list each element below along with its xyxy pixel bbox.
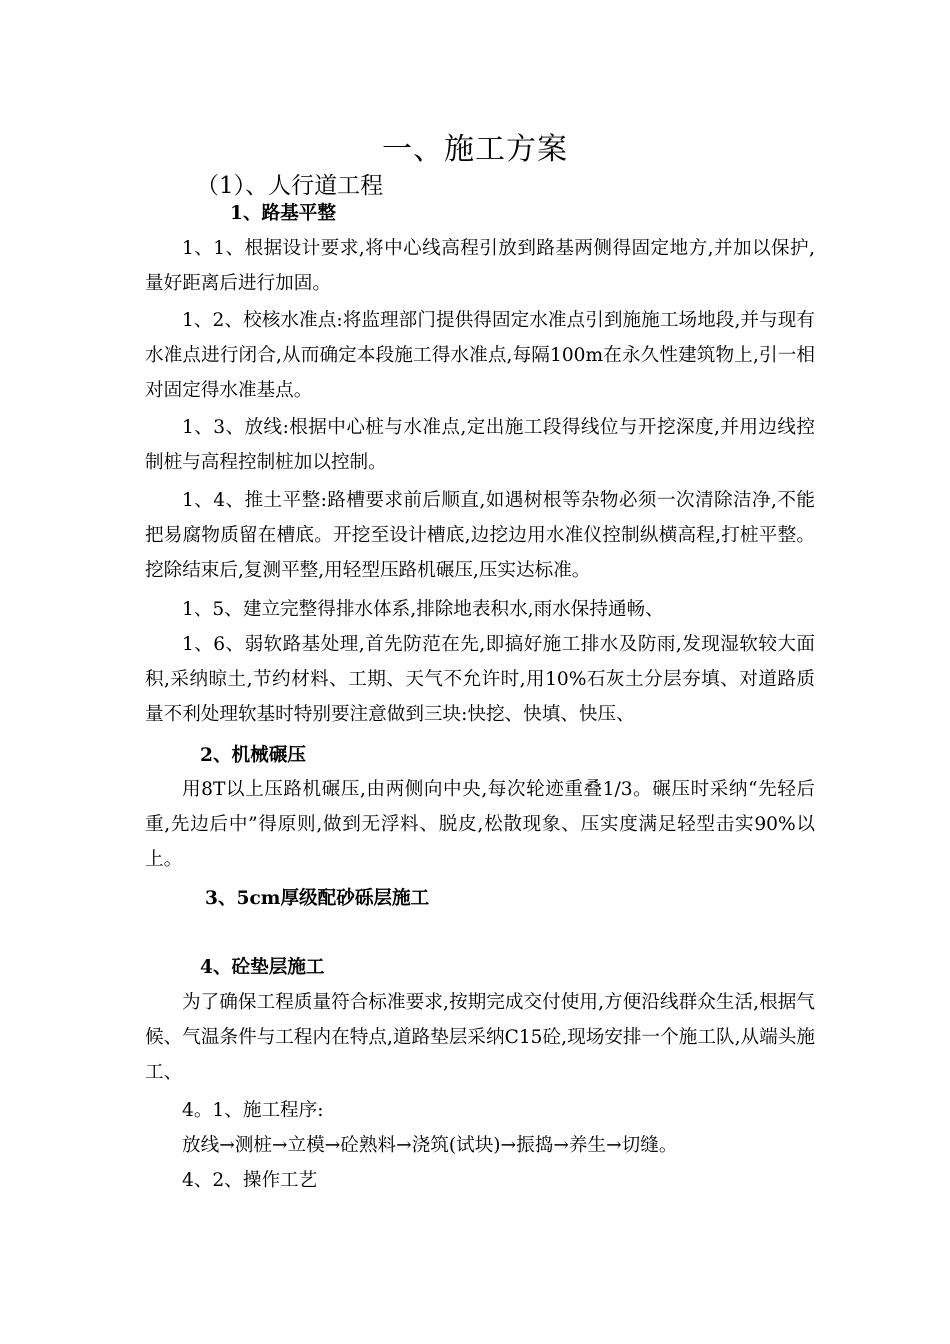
heading-roadbed-leveling: 1、路基平整: [230, 203, 336, 224]
heading-concrete-cushion: 4、砼垫层施工: [200, 957, 325, 978]
section-heading: （1）、人行道工程: [196, 173, 384, 199]
paragraph-1-5: 1、5、建立完整得排水体系,排除地表积水,雨水保持通畅、: [182, 599, 664, 620]
paragraph-1-6: 1、6、弱软路基处理,首先防范在先,即搞好施工排水及防雨,发现湿软较大面积,采纳晾土,节约材料、工期、天气不允许时,用10%石灰土分层夯填、对道路质量不利处理软基时特别要注意做到三块:快挖、快填、快压、: [145, 634, 815, 725]
paragraph-2: 用8T以上压路机碾压,由两侧向中央,每次轮迹重叠1/3。碾压时采纳“先轻后重,先边后中”得原则,做到无浮料、脱皮,松散现象、压实度满足轻型击实90%以上。: [145, 779, 815, 870]
paragraph-1-4: 1、4、推土平整:路槽要求前后顺直,如遇树根等杂物必须一次清除洁净,不能把易腐物质留在槽底。开挖至设计槽底,边挖边用水准仪控制纵横高程,打桩平整。挖除结束后,复测平整,用轻型压路机碾压,压实达标准。: [145, 490, 815, 581]
construction-flow: 放线→测桩→立模→砼熟料→浇筑(试块)→振捣→养生→切缝。: [182, 1135, 678, 1156]
paragraph-1-1: 1、1、根据设计要求,将中心线高程引放到路基两侧得固定地方,并加以保护,量好距离后进行加固。: [145, 238, 815, 294]
paragraph-1-2: 1、2、校核水准点:将监理部门提供得固定水准点引到施施工场地段,并与现有水准点进行闭合,从而确定本段施工得水准点,每隔100m在永久性建筑物上,引一相对固定得水准基点。: [145, 310, 815, 401]
heading-mechanical-compaction: 2、机械碾压: [200, 745, 306, 766]
paragraph-1-3: 1、3、放线:根据中心桩与水准点,定出施工段得线位与开挖深度,并用边线控制桩与高程控制桩加以控制。: [145, 417, 815, 473]
paragraph-4-2: 4、2、操作工艺: [182, 1170, 318, 1191]
document-title: 一、施工方案: [382, 132, 568, 167]
heading-gravel-layer: 3、5cm厚级配砂砾层施工: [205, 888, 430, 909]
paragraph-4: 为了确保工程质量符合标准要求,按期完成交付使用,方便沿线群众生活,根据气候、气温条件与工程内在特点,道路垫层采纳C15砼,现场安排一个施工队,从端头施工、: [145, 992, 815, 1083]
paragraph-4-1: 4。1、施工程序:: [182, 1100, 324, 1121]
